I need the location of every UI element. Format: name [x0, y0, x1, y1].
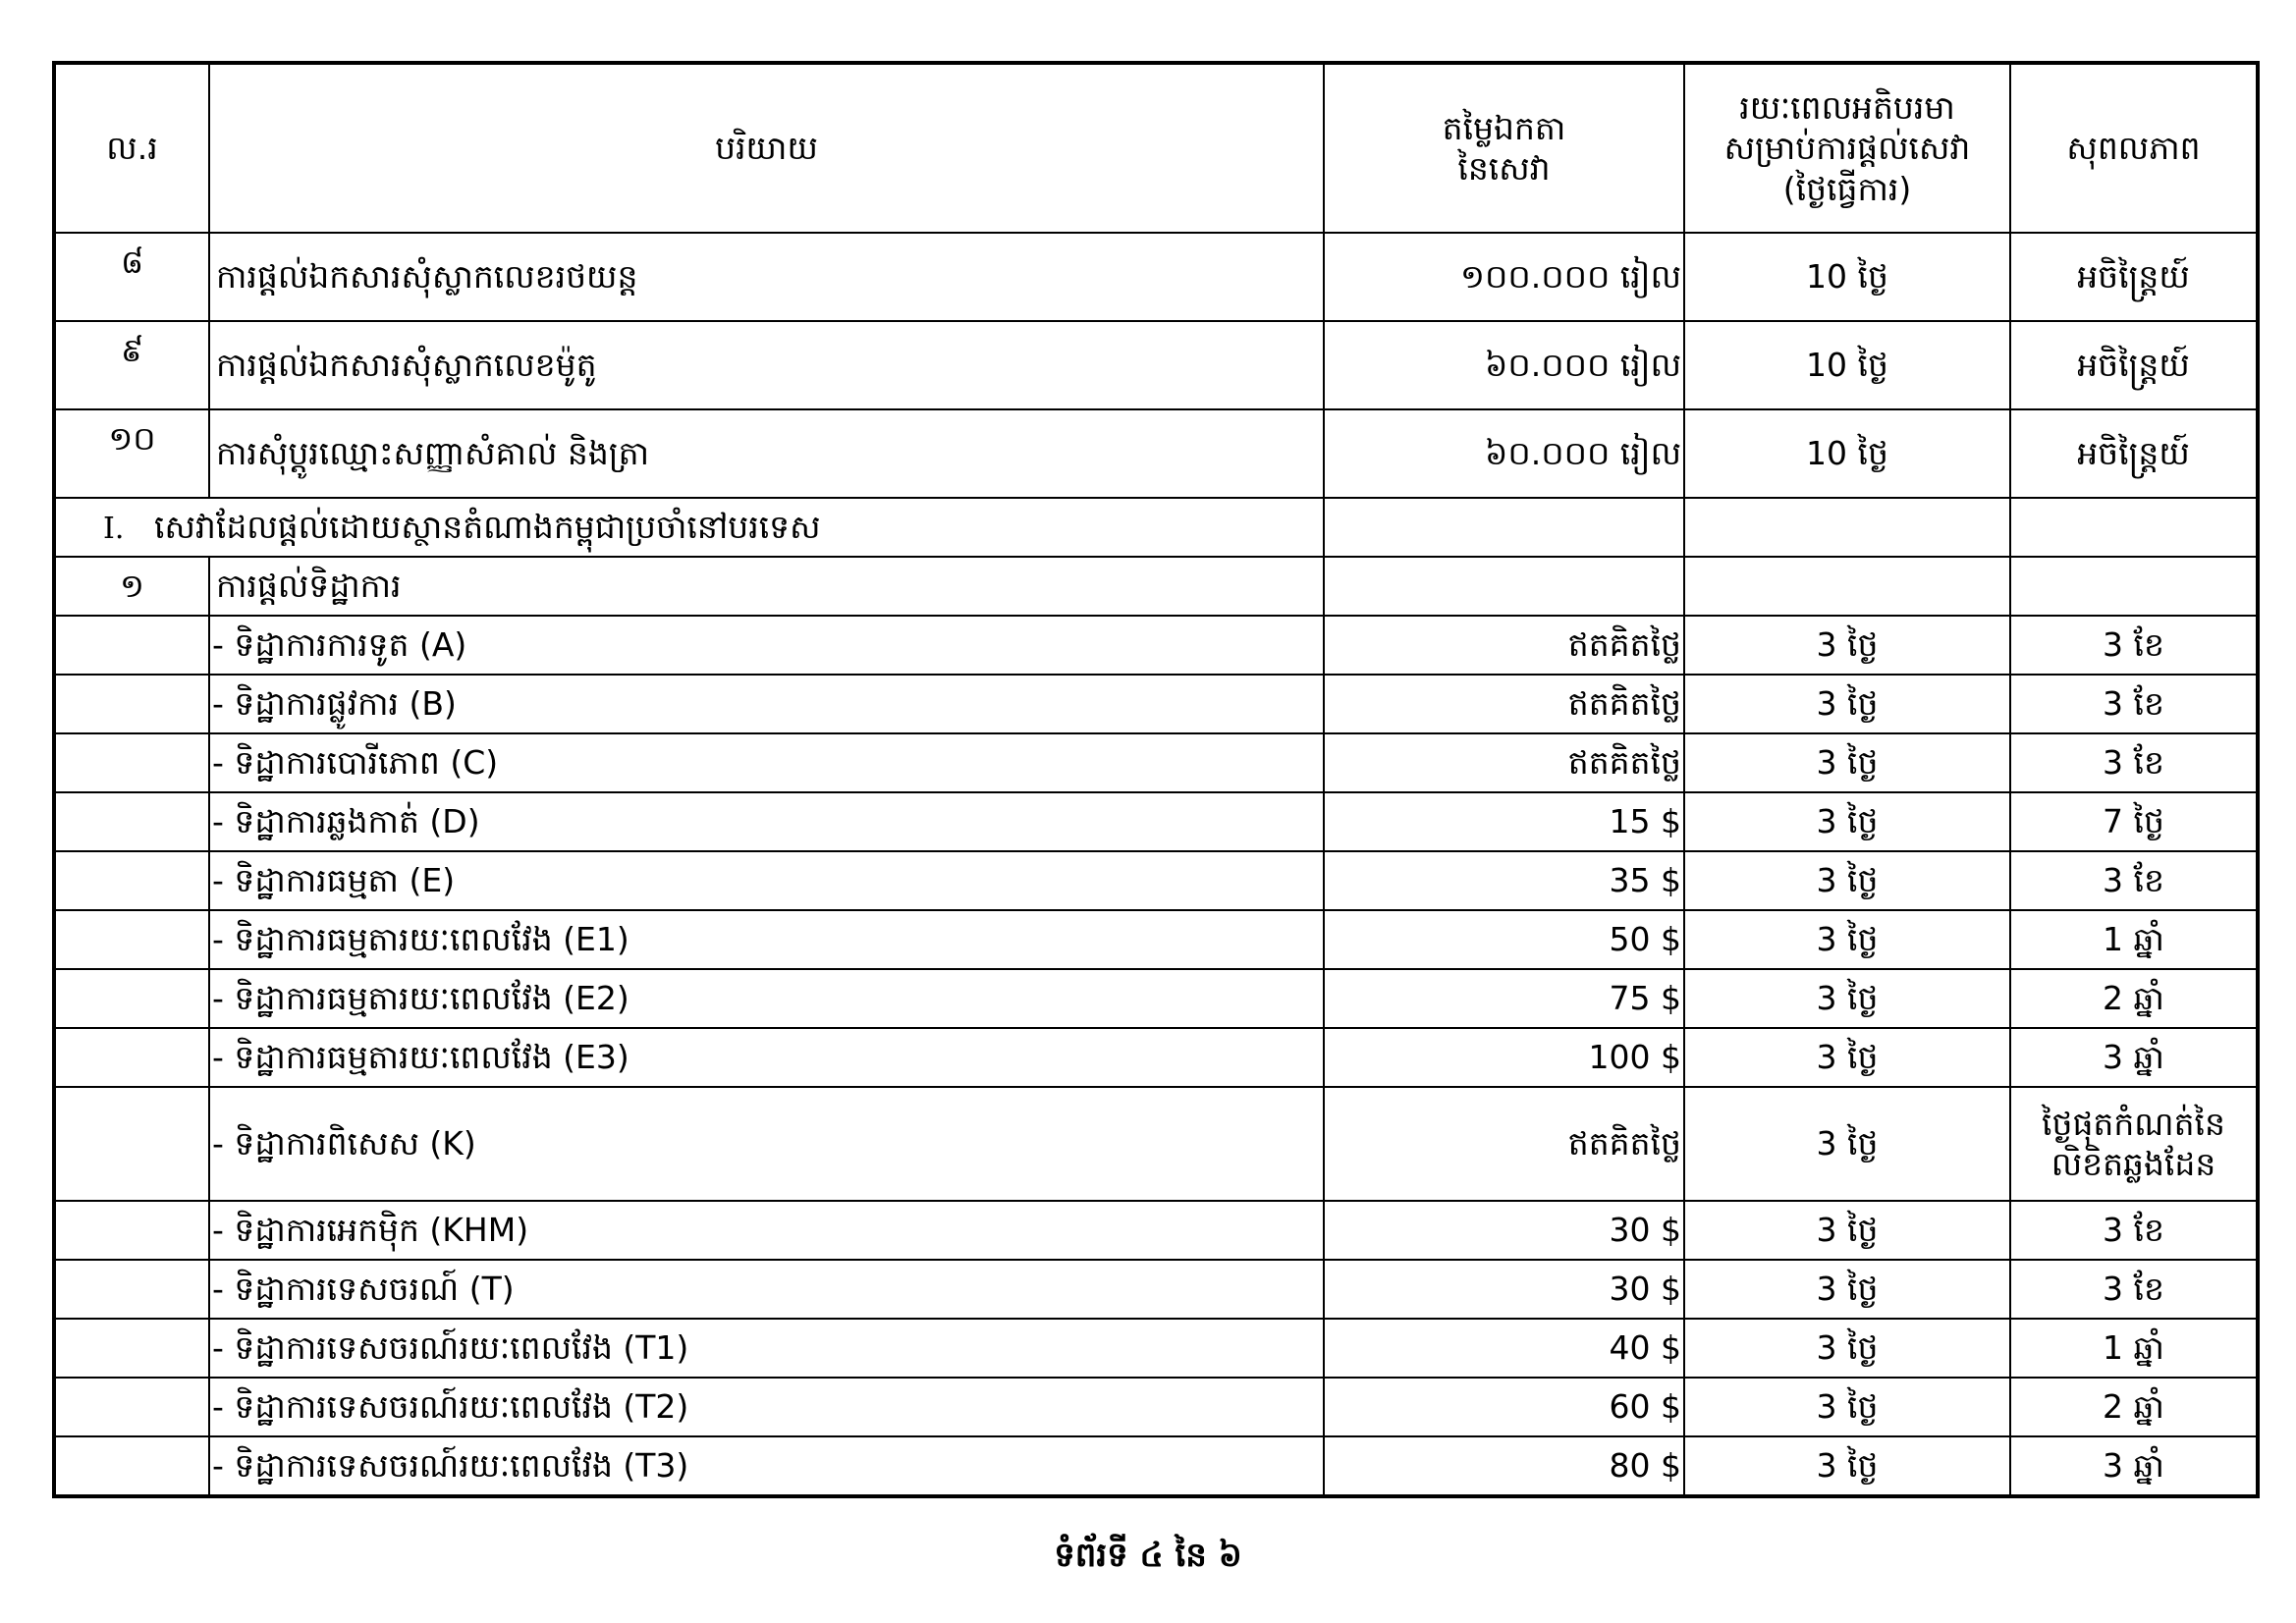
empty-cell	[1684, 498, 2010, 557]
row-description: - ទិដ្ឋាការធម្មតារយៈពេលវែង (E1)	[209, 910, 1324, 969]
row-price: ឥតគិតថ្លៃ	[1324, 1087, 1684, 1201]
row-validity: 3 ឆ្នាំ	[2010, 1436, 2258, 1496]
row-duration: 3 ថ្ងៃ	[1684, 910, 2010, 969]
empty-cell	[54, 1378, 209, 1436]
table-row	[54, 1319, 2258, 1378]
section-title: សេវាដែលផ្តល់ដោយស្ថានតំណាងកម្ពុជាប្រចាំនៅបរទេស	[154, 508, 821, 547]
header-unit-price: តម្លៃឯកតា នៃសេវា	[1324, 63, 1684, 233]
empty-cell	[54, 1028, 209, 1087]
empty-cell	[54, 851, 209, 910]
row-duration: 10 ថ្ងៃ	[1684, 233, 2010, 321]
row-duration: 3 ថ្ងៃ	[1684, 1319, 2010, 1378]
empty-cell	[54, 792, 209, 851]
row-price: 40 $	[1324, 1319, 1684, 1378]
row-description: - ទិដ្ឋាការការទូត (A)	[209, 616, 1324, 675]
empty-cell	[54, 675, 209, 733]
row-duration: 3 ថ្ងៃ	[1684, 1436, 2010, 1496]
table-row	[54, 321, 2258, 409]
section-heading	[54, 498, 1324, 557]
row-duration: 3 ថ្ងៃ	[1684, 1201, 2010, 1260]
table-row	[54, 409, 2258, 498]
table-row	[54, 1201, 2258, 1260]
row-price: 80 $	[1324, 1436, 1684, 1496]
empty-cell	[54, 1260, 209, 1319]
row-price: 50 $	[1324, 910, 1684, 969]
row-validity: ថ្ងៃផុតកំណត់នៃ លិខិតឆ្លងដែន	[2010, 1087, 2258, 1201]
table-row	[54, 1378, 2258, 1436]
row-validity: 3 ខែ	[2010, 616, 2258, 675]
empty-cell	[54, 1201, 209, 1260]
table-row	[54, 1028, 2258, 1087]
row-price: 15 $	[1324, 792, 1684, 851]
row-price: ១០០.០០០ រៀល	[1324, 233, 1684, 321]
empty-cell	[54, 969, 209, 1028]
row-price: ៦០.០០០ រៀល	[1324, 321, 1684, 409]
row-number: ១០	[54, 409, 209, 498]
row-description: - ទិដ្ឋាការធម្មតារយៈពេលវែង (E3)	[209, 1028, 1324, 1087]
row-price: 75 $	[1324, 969, 1684, 1028]
group-row	[54, 557, 2258, 616]
row-validity: 1 ឆ្នាំ	[2010, 1319, 2258, 1378]
table-row	[54, 733, 2258, 792]
empty-cell	[2010, 498, 2258, 557]
empty-cell	[54, 616, 209, 675]
table-row	[54, 910, 2258, 969]
row-price: 30 $	[1324, 1201, 1684, 1260]
row-description: - ទិដ្ឋាការឆ្លងកាត់ (D)	[209, 792, 1324, 851]
row-duration: 10 ថ្ងៃ	[1684, 321, 2010, 409]
row-description: - ទិដ្ឋាការបោរីភោព (C)	[209, 733, 1324, 792]
row-duration: 3 ថ្ងៃ	[1684, 1087, 2010, 1201]
table-row	[54, 616, 2258, 675]
row-price: ឥតគិតថ្លៃ	[1324, 675, 1684, 733]
row-duration: 3 ថ្ងៃ	[1684, 733, 2010, 792]
table-row	[54, 969, 2258, 1028]
table-row	[54, 675, 2258, 733]
empty-cell	[54, 910, 209, 969]
row-price: ឥតគិតថ្លៃ	[1324, 733, 1684, 792]
table-row	[54, 792, 2258, 851]
row-description: ការផ្តល់ឯកសារសុំស្លាកលេខរថយន្ត	[209, 233, 1324, 321]
empty-cell	[54, 733, 209, 792]
empty-cell	[1324, 498, 1684, 557]
row-duration: 3 ថ្ងៃ	[1684, 675, 2010, 733]
section-row	[54, 498, 2258, 557]
empty-cell	[54, 1087, 209, 1201]
row-description: - ទិដ្ឋាការធម្មតា (E)	[209, 851, 1324, 910]
row-description: ការផ្តល់ឯកសារសុំស្លាកលេខម៉ូតូ	[209, 321, 1324, 409]
row-description: ការសុំប្តូរឈ្មោះសញ្ញាសំគាល់ និងត្រា	[209, 409, 1324, 498]
row-duration: 3 ថ្ងៃ	[1684, 616, 2010, 675]
row-description: - ទិដ្ឋាការទេសចរណ៍រយៈពេលវែង (T2)	[209, 1378, 1324, 1436]
empty-cell	[1684, 557, 2010, 616]
page-number: ទំព័រទី ៤ នៃ ៦	[1054, 1536, 1242, 1575]
table-row	[54, 1436, 2258, 1496]
section-numeral: I.	[103, 512, 125, 547]
group-number: ១	[54, 557, 209, 616]
row-validity: 3 ឆ្នាំ	[2010, 1028, 2258, 1087]
row-description: - ទិដ្ឋាការទេសចរណ៍រយៈពេលវែង (T1)	[209, 1319, 1324, 1378]
row-description: - ទិដ្ឋាការផ្លូវការ (B)	[209, 675, 1324, 733]
row-validity: អចិន្ត្រៃយ៍	[2010, 321, 2258, 409]
row-validity: 2 ឆ្នាំ	[2010, 969, 2258, 1028]
empty-cell	[2010, 557, 2258, 616]
row-duration: 3 ថ្ងៃ	[1684, 851, 2010, 910]
header-description: បរិយាយ	[209, 63, 1324, 233]
row-duration: 3 ថ្ងៃ	[1684, 1260, 2010, 1319]
row-description: - ទិដ្ឋាការពិសេស (K)	[209, 1087, 1324, 1201]
row-validity: 1 ឆ្នាំ	[2010, 910, 2258, 969]
table-header-row	[54, 63, 2258, 233]
row-validity: 3 ខែ	[2010, 851, 2258, 910]
row-duration: 3 ថ្ងៃ	[1684, 969, 2010, 1028]
row-price: ៦០.០០០ រៀល	[1324, 409, 1684, 498]
row-duration: 3 ថ្ងៃ	[1684, 792, 2010, 851]
group-description: ការផ្តល់ទិដ្ឋាការ	[209, 557, 1324, 616]
row-validity: 3 ខែ	[2010, 675, 2258, 733]
row-validity: 2 ឆ្នាំ	[2010, 1378, 2258, 1436]
row-price: 100 $	[1324, 1028, 1684, 1087]
table-row	[54, 1087, 2258, 1201]
row-price: 35 $	[1324, 851, 1684, 910]
row-validity: អចិន្ត្រៃយ៍	[2010, 409, 2258, 498]
row-description: - ទិដ្ឋាការអេកម៉ិក (KHM)	[209, 1201, 1324, 1260]
empty-cell	[1324, 557, 1684, 616]
row-number: ៩	[54, 321, 209, 409]
row-validity: 3 ខែ	[2010, 1260, 2258, 1319]
row-description: - ទិដ្ឋាការទេសចរណ៍ (T)	[209, 1260, 1324, 1319]
row-price: 30 $	[1324, 1260, 1684, 1319]
header-max-duration: រយៈពេលអតិបរមា សម្រាប់ការផ្តល់សេវា (ថ្ងៃធ្វើការ)	[1684, 63, 2010, 233]
row-duration: 10 ថ្ងៃ	[1684, 409, 2010, 498]
row-description: - ទិដ្ឋាការធម្មតារយៈពេលវែង (E2)	[209, 969, 1324, 1028]
empty-cell	[54, 1319, 209, 1378]
row-validity: អចិន្ត្រៃយ៍	[2010, 233, 2258, 321]
row-duration: 3 ថ្ងៃ	[1684, 1378, 2010, 1436]
row-validity: 3 ខែ	[2010, 733, 2258, 792]
row-validity: 3 ខែ	[2010, 1201, 2258, 1260]
row-number: ៨	[54, 233, 209, 321]
table-row	[54, 1260, 2258, 1319]
header-number: ល.រ	[54, 63, 209, 233]
header-validity: សុពលភាព	[2010, 63, 2258, 233]
row-validity: 7 ថ្ងៃ	[2010, 792, 2258, 851]
row-duration: 3 ថ្ងៃ	[1684, 1028, 2010, 1087]
table-row	[54, 851, 2258, 910]
service-fee-table	[52, 61, 2260, 1498]
row-price: 60 $	[1324, 1378, 1684, 1436]
table-row	[54, 233, 2258, 321]
empty-cell	[54, 1436, 209, 1496]
row-price: ឥតគិតថ្លៃ	[1324, 616, 1684, 675]
row-description: - ទិដ្ឋាការទេសចរណ៍រយៈពេលវែង (T3)	[209, 1436, 1324, 1496]
